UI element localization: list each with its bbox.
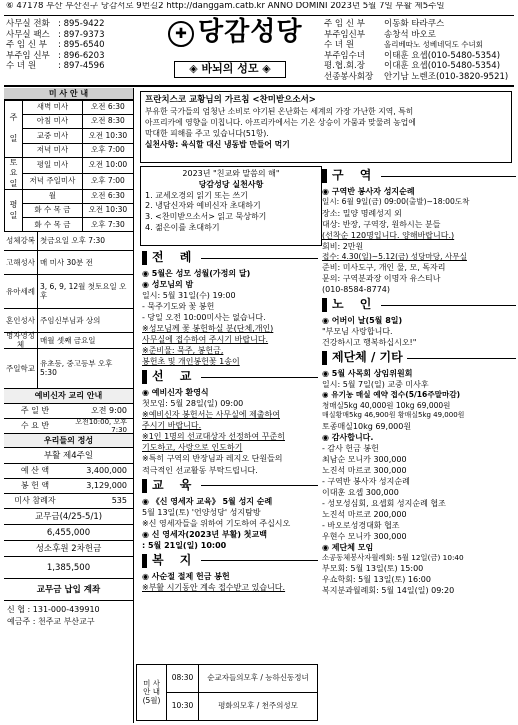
contact-value: : 897-4596 [58,61,105,72]
staff-name: 이동화 타라쿠스 [384,19,445,29]
groups-line: 부모회: 5월 13일(토) 15:00 [322,564,424,574]
offering-key: 예 산 액 [20,466,50,476]
mission-line: 기도하고, 사랑으로 인도하기 [142,443,243,453]
section-title: 선 교 [152,369,198,384]
liturgy-line: - 당일 오전 10:00미사는 없습니다. [142,313,266,323]
mass-name: 화 수 목 금 [23,204,83,218]
divider [201,377,318,378]
mass-name: 아침 미사 [23,115,83,129]
account-owner: 예금주 : 천주교 부산교구 [7,616,95,626]
staff-row [324,73,514,84]
district-line: 장소: 밀양 명례성지 외 [322,208,402,218]
staff-name: 안기남 노렌조(010-3820-9521) [384,71,509,82]
mission-line: ※특히 구역의 반장님과 레지오 단원들의 [142,454,283,464]
table-row [5,204,134,218]
liturgy-line: ※성모님께 꽃 봉헌하실 분(단체,개인) [142,324,274,334]
table-row [5,129,134,143]
mass-time: 오후 7:30 [82,218,133,232]
district-line: 접수: 4.30(일)~5.12(금) 성당마당, 사무실 [322,251,467,261]
table-row [5,101,134,115]
table-row [5,115,134,129]
parish-goals-box [140,166,322,246]
goal-item: 3. <찬미받으소서> 읽고 묵상하기 [145,212,267,222]
elderly-line: 건강하시고 행복하십시오!" [322,338,417,348]
groups-line: - 구역반 봉사자 성지순례 [322,476,410,486]
contact-row [6,62,144,73]
mass-time: 오전 10:30 [82,129,133,143]
district-line: 일시: 6월 9일(금) 09:00(출발)~18:00도착 [322,197,470,207]
page-subtitle: ◈ 바뇌의 성모 ◈ [174,61,286,78]
info-key: 유아세례 [4,275,38,308]
church-logo-icon: ✚ [168,21,194,47]
groups-line: 노진석 마르코 300,000 [322,465,407,475]
contact-value: : 895-9422 [58,19,105,29]
section-title: 제단체 / 기타 [332,350,403,365]
contact-label: 사무실 전화 [6,19,50,29]
contact-label: 부주임 신부 [6,50,50,61]
mass-name: 월 [23,189,83,203]
staff-name: 이태훈 요셉(010-5480-5354) [384,50,501,61]
goals-title: 2023년 "친교와 말씀의 해" [182,169,280,178]
tithe-title: 교무금(4/25-5/1) [4,509,133,525]
mass-name: 저녁 미사 [23,143,83,157]
district-line: (선착순 120명입니다. 양해바랍니다.) [322,230,455,240]
section-bar-icon [142,251,147,265]
section-liturgy [142,248,318,268]
liturgy-line: ◉ 5월은 성모 성월(가정의 달) [142,269,251,278]
mass-name: 저녁 주일미사 [23,173,83,189]
contact-label: 수 녀 원 [6,61,37,72]
mass-schedule-table [4,100,134,232]
goal-item: 1. 교세오경의 읽기 또는 쓰기 [145,190,248,200]
mission-line: ◉ 예비신자 환영식 [142,388,209,398]
groups-line: ◉ 유기농 매실 예약 접수(5/16주말마감) [322,390,461,400]
schedule-label: 미 사 안 내 (5월) [137,665,167,721]
divider [381,176,516,177]
mass-time: 오전 8:30 [82,115,133,129]
elderly-line: "부모님 사랑합니다. [322,327,393,337]
table-row [5,143,134,157]
staff-role: 선종봉사회장 [324,71,374,82]
account-title: 교무금 납입 계좌 [4,579,133,601]
offering-title: 우리들의 정성 [4,434,133,448]
offering-value: 3,400,000 [86,466,127,476]
divider [381,305,516,306]
district-line: ◉ 구역반 봉사자 성지순례 [322,187,415,196]
section-title: 노 인 [332,297,378,312]
contact-value: : 896-6203 [58,50,105,61]
table-row [5,218,134,232]
groups-line: - 성모성심회, 요셉회 성지순례 협조 [322,499,446,509]
info-key: 성체강복 [4,232,38,250]
section-title: 복 지 [152,552,198,567]
header-address-bar: ⑥ 47178 부산 부산진구 당감서로 9번길2 http://danggam.catb.kr ANNO DOMINI 2023년 5월 7일 부활 제5주일 [4,2,514,16]
catechumen-time: 오전 9:00 [91,406,127,416]
liturgy-line: 봉헌초 및 개인봉헌꽃 1송이 [142,357,240,367]
catechumen-row [4,419,133,434]
groups-line: 노진석 마르코 200,000 [322,510,407,520]
account-bank: 신 협 : 131-000-439910 [7,604,100,614]
district-line: 회비: 2만원 [322,241,364,251]
mass-name: 교중 미사 [23,129,83,143]
offering-value: 535 [111,496,127,506]
education-line: ◉ 《신 영세자 교육》 5월 성지 순례 [142,496,273,506]
staff-list [324,20,514,84]
tithe-value: 6,455,000 [4,525,133,541]
mission-line: 주시기 바랍니다. [142,421,202,431]
offering-key: 봉 헌 액 [20,481,50,491]
groups-line: ◉ 5월 사목회 상임위원회 [322,369,413,379]
staff-role: 부주임신부 [324,29,366,40]
elderly-line: ◉ 어버이 날(5월 8일) [322,316,403,326]
groups-line: 이대훈 요셉 300,000 [322,488,399,497]
mass-name: 평일 미사 [23,157,83,173]
groups-line: ◉ 감사합니다. [322,432,374,442]
groups-line: - 바오로성경대화 협조 [322,521,400,531]
info-value: 3, 6, 9, 12월 첫토요일 오후 [40,282,127,300]
info-value: 첫금요일 오후 7:30 [40,236,106,246]
district-line: 문의: 구역분과장 이명자 유스티나 [322,274,441,284]
staff-role: 수 녀 원 [324,40,355,51]
info-key: 혼인성사 [4,309,38,332]
staff-role: 부주임수녀 [324,50,366,61]
sidebar-info [4,88,134,723]
contact-label: 주 임 신 부 [6,40,47,51]
staff-role: 주 임 신 부 [324,19,365,29]
offering-row [4,494,133,509]
mission-line: ※예비신자 봉헌서는 사무실에 제출하여 [142,410,280,420]
right-column [322,166,516,723]
groups-line: 우쇼학회: 5월 13일(토) 16:00 [322,575,431,585]
section-bar-icon [322,351,327,365]
groups-line: 최남순 모니카 300,000 [322,454,407,464]
education-line: 5월 13일(토) '언양성당' 성지탐방 [142,507,261,517]
mass-time: 오전 6:30 [82,189,133,203]
offering-week: 부활 제4주일 [4,448,133,464]
groups-line: 토종매실10kg 69,000원 [322,421,412,431]
pope-teaching-title: 프란치스코 교황님의 가르침 <찬미받으소서> [145,95,316,105]
liturgy-line: 사무실에 접수하여 주시기 바랍니다. [142,335,269,345]
staff-name: 이대훈 요셉(010-5480-5354) [384,61,501,72]
contact-value: : 897-9373 [58,29,105,40]
pope-teaching-line: 아프리카에 영향을 미칩니다. 아프리카에서는 기온 상승이 가뭄과 맞물려 농업에 [145,118,416,128]
info-row [4,349,133,389]
mass-group: 주 일 [5,101,23,158]
groups-line: ◉ 제단체 모임 [322,543,374,553]
section-bar-icon [322,298,327,312]
info-key: 주일학교 [4,349,38,388]
middle-column [136,248,318,663]
catechumen-class: 수 요 반 [20,421,50,431]
divider [201,258,318,259]
section-bar-icon [142,370,147,384]
section-elderly [322,295,516,315]
section-groups [322,348,516,368]
groups-line: 우현수 모니카 300,000 [322,532,407,542]
info-row [4,232,133,251]
offering-value: 3,129,000 [86,481,127,491]
mass-name: 화 수 목 금 [23,218,83,232]
section-title: 교 육 [152,477,198,492]
pope-teaching-line: 부유한 국가들의 엄청난 소비로 야기된 온난화는 세계의 가장 가난한 지역, 특히 [145,107,414,117]
pope-teaching-box [140,91,512,163]
mission-line: 적극적인 선교활동 부탁드립니다. [142,465,258,475]
groups-line: 일시: 5월 7일(일) 교중 미사후 [322,380,429,390]
contact-list [6,20,144,73]
pope-teaching-line: 막대한 피해를 주고 있습니다(51항). [145,129,269,139]
mass-time: 오전 10:30 [82,204,133,218]
liturgy-line: ※준비물: 묵주, 봉헌금, [142,346,224,356]
mass-time: 오후 7:00 [82,173,133,189]
masthead [4,17,514,87]
table-row [5,157,134,173]
info-row [4,309,133,333]
offering-key: 미사 참례자 [14,496,56,506]
section-bar-icon [322,169,327,183]
mass-schedule-title: 미 사 안 내 [4,88,133,100]
info-row [4,275,133,309]
section-education [142,476,318,496]
section-bar-icon [142,479,147,493]
staff-role: 평.협.회.장 [324,61,365,72]
info-key: 병자영성체 [4,333,38,348]
section-mission [142,367,318,387]
divider [407,358,516,359]
mass-time: 오후 7:00 [82,143,133,157]
catechumen-title: 예비신자 교리 안내 [4,389,133,403]
mission-line: 첫모임: 5월 28일(일) 09:00 [142,399,244,409]
groups-line: - 감사 헌금 봉헌 [322,443,379,453]
liturgy-line: - 묵주기도와 꽃 봉헌 [142,302,215,312]
mass-group-schedule [136,664,318,721]
mass-group: 평 일 [5,189,23,232]
catechumen-time: 오전10:00, 오후7:30 [75,417,127,434]
page-title: 당감성당 [198,17,303,47]
section-bar-icon [142,554,147,568]
info-row [4,251,133,275]
second-collection-title: 성소후원 2차헌금 [4,541,133,557]
groups-line: 복지분과월례회: 5월 14일(일) 09:20 [322,586,455,596]
offering-row [4,464,133,479]
mass-group: 토 요 일 [5,157,23,189]
education-line: ※신 영세자들을 위하여 기도하여 주십시오 [142,518,291,528]
catechumen-class: 주 일 반 [20,406,50,416]
groups-line: 매실황매5kg 46,900원 황매실5kg 49,000원 [322,411,465,420]
staff-name: 올리베따노 성베네딕도 수녀회 [384,40,483,50]
welfare-line: ◉ 사순절 절제 헌금 봉헌 [142,571,230,581]
mass-time: 오전 10:00 [82,157,133,173]
info-value: 주임신부님과 상의 [40,315,101,325]
section-title: 전 례 [152,250,198,265]
contact-row [6,20,144,31]
staff-name: 송창석 바오로 [384,29,436,40]
catechumen-row [4,404,133,419]
schedule-group: 순교자들의모후 / 능하신동정녀 [199,665,318,693]
goal-item: 2. 냉담신자와 예비신자 초대하기 [145,201,261,211]
table-row [137,665,318,693]
table-row [5,173,134,189]
section-district [322,166,516,186]
groups-line: 청매실5kg 40,000원 10kg 69,000원 [322,400,451,410]
district-line: 준비: 미사도구, 개인 물, 모, 독자리 [322,263,446,273]
mass-time: 오전 6:30 [82,101,133,115]
education-line: ◉ 신 영세자(2023년 부활) 첫교백 [142,529,267,539]
info-value: 매월 셋째 금요일 [40,335,96,345]
second-collection-value: 1,385,500 [4,557,133,579]
welfare-line: ※부활 시기동안 계속 접수받고 있습니다. [142,582,286,592]
schedule-time: 08:30 [167,665,199,693]
divider [201,485,318,486]
staff-row [324,20,514,31]
education-line: : 5월 21일(일) 10:00 [142,540,227,550]
offering-row [4,479,133,494]
goals-subtitle: 당감성당 실천사항 [198,179,264,189]
info-value: 유초등, 중고등부 오후 5:30 [40,359,113,377]
liturgy-line: 일시: 5월 31일(수) 19:00 [142,291,236,301]
info-key: 고해성사 [4,251,38,274]
contact-value: : 895-6540 [58,40,105,51]
divider [201,560,318,561]
district-line: (010-8584-8774) [322,285,391,295]
table-row [5,189,134,203]
contact-label: 사무실 팩스 [6,29,50,40]
groups-line: 소공동체봉사자월례회: 5월 12일(금) 10:40 [322,553,464,563]
section-title: 구 역 [332,168,378,183]
info-value: 매 미사 30분 전 [40,257,93,267]
section-welfare [142,551,318,571]
schedule-group: 평화의모후 / 천주의성모 [199,693,318,721]
info-row [4,333,133,349]
pope-teaching-practice: 실천사항: 육식할 대신 냉동밥 만들어 먹기 [145,140,290,150]
mission-line: ※1인 1명의 선교대상자 선정하여 꾸준히 [142,432,285,442]
district-line: 대상: 반장, 구역장, 원하시는 분들 [322,219,441,229]
goal-item: 4. 젊은이를 초대하기 [145,222,220,232]
schedule-time: 10:30 [167,693,199,721]
mass-name: 새벽 미사 [23,101,83,115]
liturgy-line: ◉ 성모님의 밤 [142,280,194,290]
